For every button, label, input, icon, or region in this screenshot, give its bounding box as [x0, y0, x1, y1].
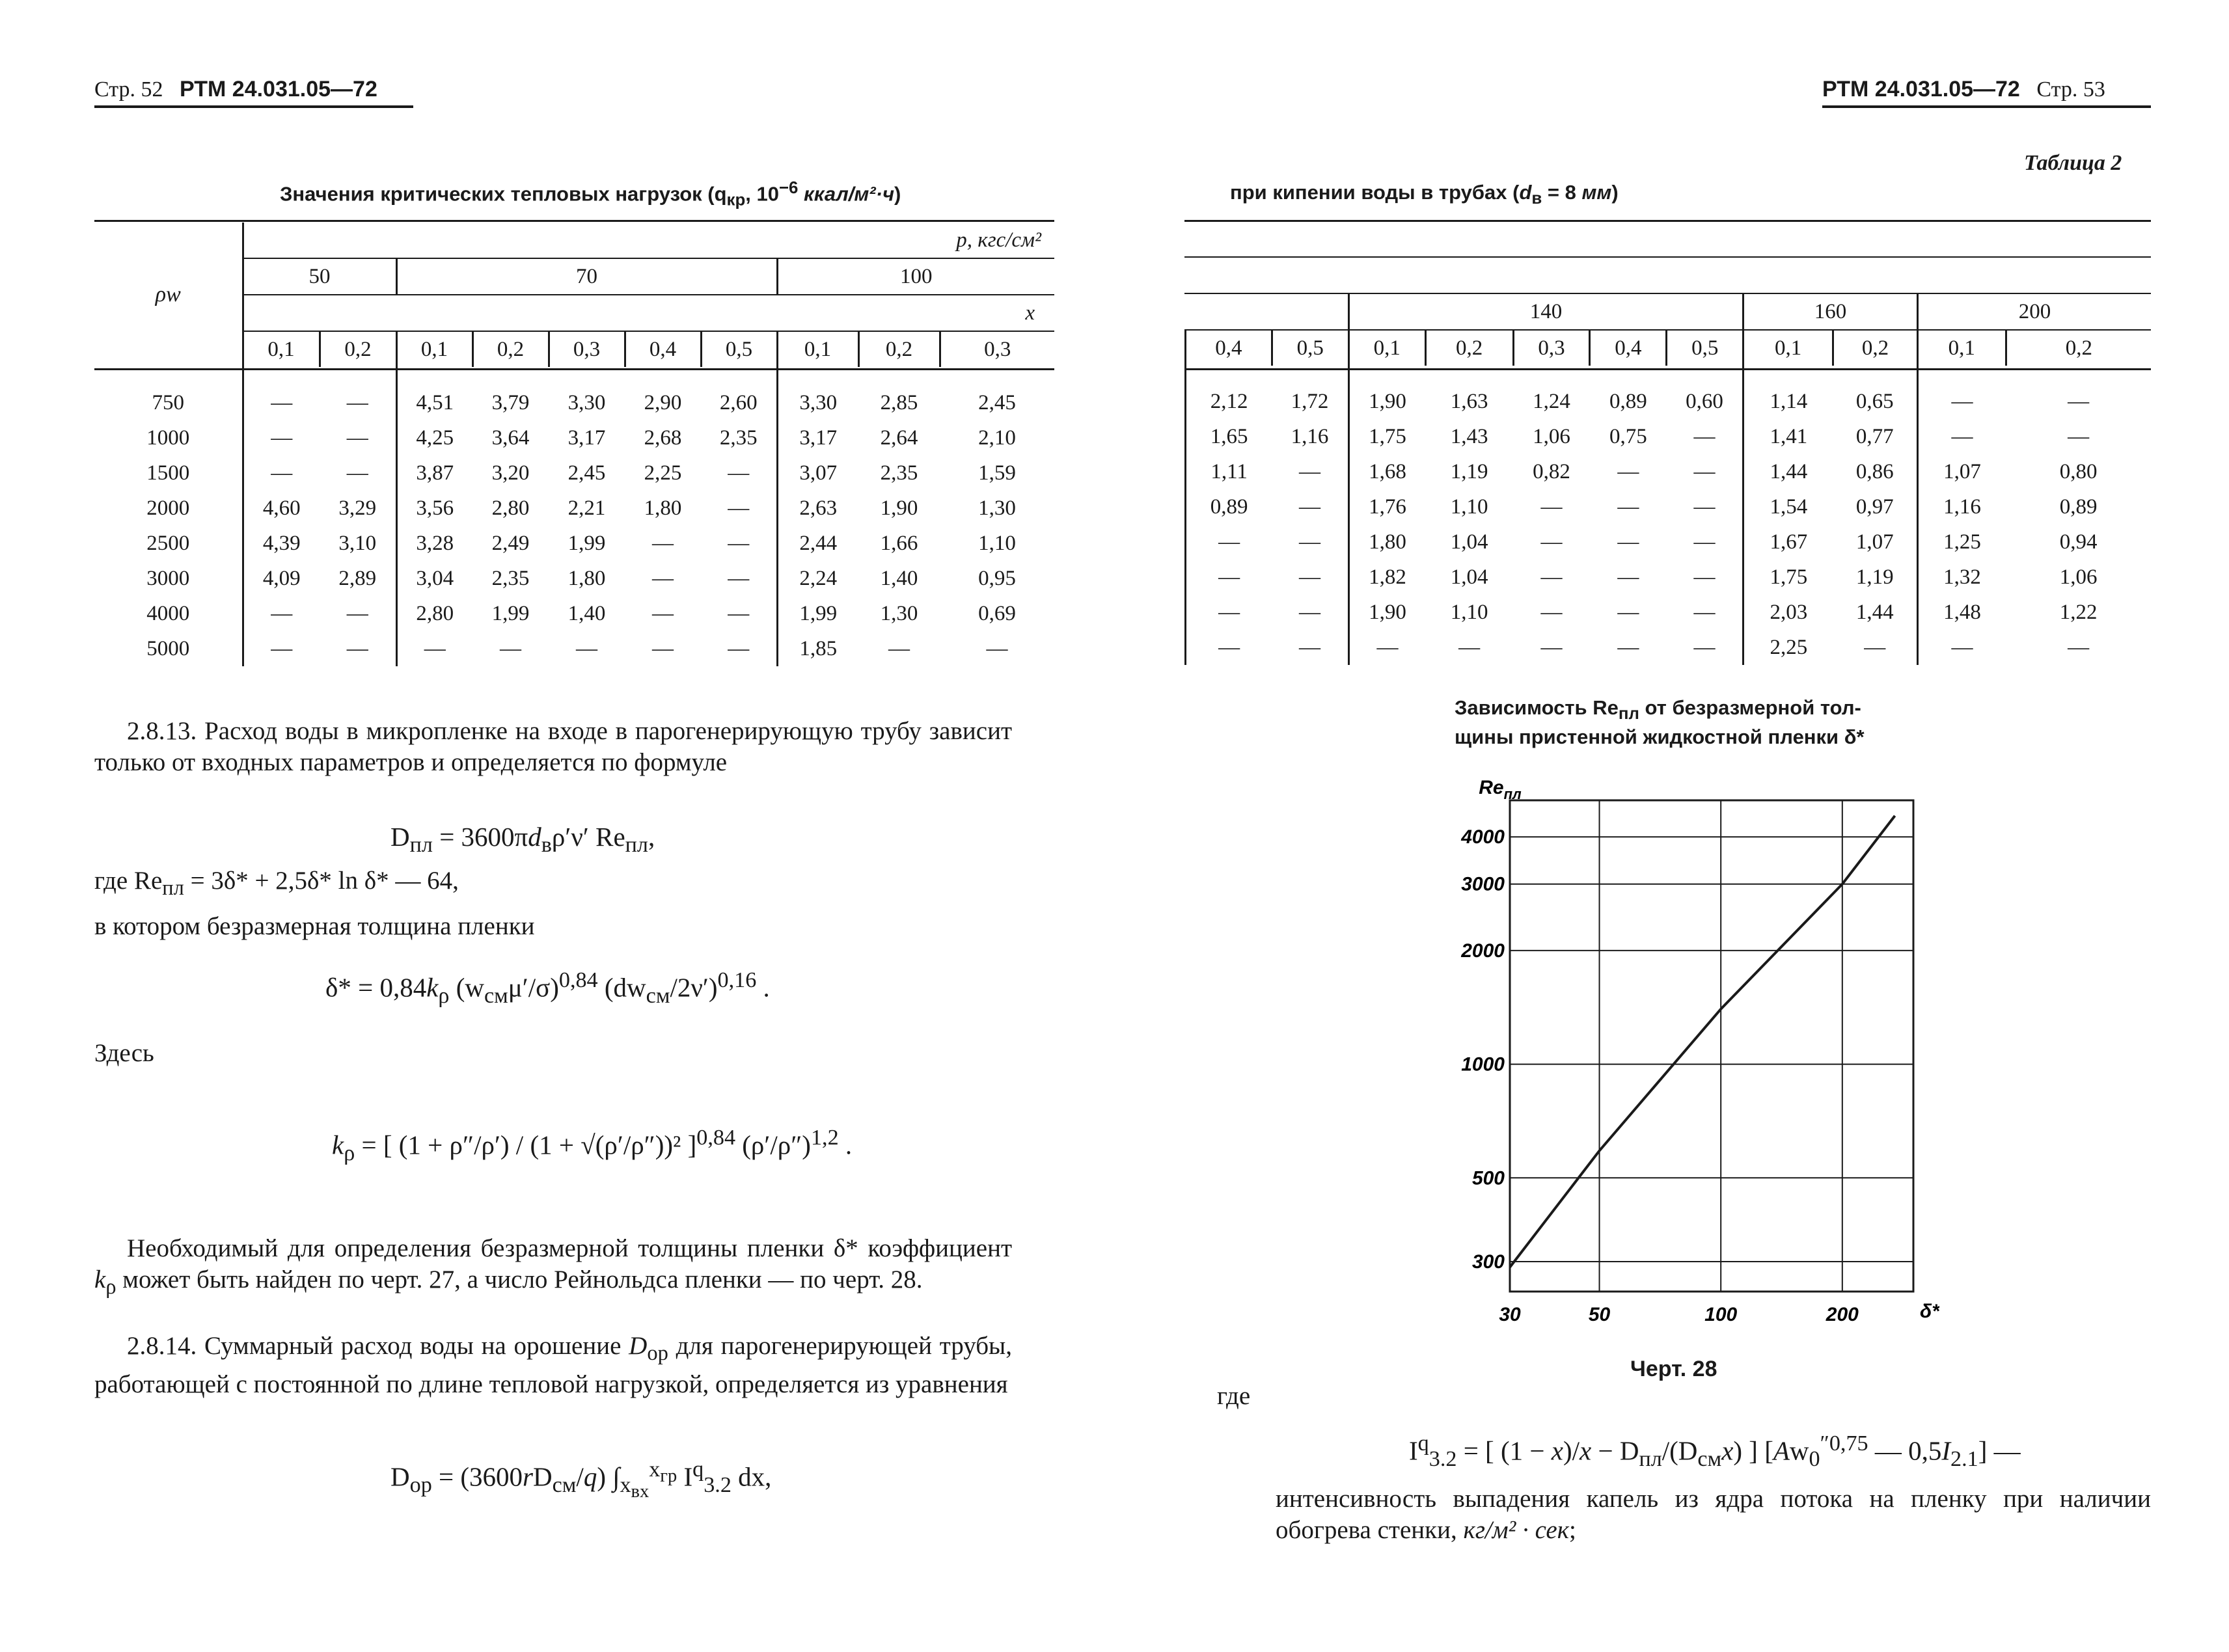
right-cell: —	[1617, 635, 1639, 659]
left-cell: —	[986, 636, 1008, 660]
left-cell: 1,80	[644, 496, 682, 520]
left-cell: 2,63	[777, 491, 858, 526]
right-cell: 1,75	[1744, 560, 1833, 595]
left-cell: 4,51	[396, 367, 472, 420]
right-cell: 0,94	[2059, 530, 2098, 554]
left-cell: —	[728, 636, 750, 660]
left-cell: —	[652, 636, 674, 660]
left-cell: 2,21	[568, 496, 606, 520]
right-cell: 1,07	[1855, 530, 1894, 554]
left-cell: 2,35	[880, 461, 918, 485]
right-page-number: Стр. 53	[2036, 77, 2105, 102]
left-page-header	[94, 77, 377, 102]
left-cell: —	[243, 596, 320, 631]
left-cell: 4,60	[243, 491, 320, 526]
left-cell: 4000	[146, 601, 190, 625]
right-cell: —	[1864, 635, 1886, 659]
right-cell: 1,25	[1917, 524, 2006, 560]
right-cell: 1,54	[1744, 489, 1833, 524]
left-cell: —	[243, 631, 320, 666]
left-cell: 2,35	[491, 566, 530, 590]
right-cell: 1,06	[1533, 424, 1570, 448]
left-cell: —	[728, 566, 750, 590]
left-cell: 3,29	[338, 496, 377, 520]
table-row	[1186, 595, 2152, 630]
right-doc-number: РТМ 24.031.05—72	[1822, 77, 2020, 102]
left-cell: 1,40	[568, 601, 606, 625]
left-cell: 2000	[146, 496, 190, 520]
left-cell: 2,90	[644, 390, 682, 414]
chart-caption: Черт. 28	[1630, 1357, 1717, 1381]
right-cell: —	[1540, 635, 1563, 659]
left-cell: —	[243, 367, 320, 420]
left-cell: —	[728, 531, 750, 555]
pressure-50: 50	[243, 258, 396, 295]
right-cell: —	[1917, 366, 2006, 419]
right-x-6: 0,5	[1667, 330, 1744, 366]
right-cell: 1,16	[1917, 489, 2006, 524]
right-x-1: 0,5	[1272, 330, 1348, 366]
left-x-3: 0,2	[472, 331, 549, 367]
table-row	[1186, 366, 2152, 419]
right-cell: —	[1186, 524, 1272, 560]
right-cell: 1,11	[1186, 454, 1272, 489]
right-x-3: 0,2	[1425, 330, 1513, 366]
right-cell: —	[1299, 459, 1321, 483]
right-cell: 1,76	[1348, 489, 1425, 524]
left-cell: 2,24	[777, 561, 858, 596]
right-cell: 1,22	[2059, 600, 2098, 624]
right-x-9: 0,1	[1917, 330, 2006, 366]
right-cell: —	[1186, 560, 1272, 595]
right-cell: —	[1917, 419, 2006, 454]
right-cell: 1,63	[1450, 389, 1488, 413]
left-cell: 2,45	[978, 390, 1016, 414]
left-cell: —	[652, 601, 674, 625]
left-cell: 3,10	[338, 531, 377, 555]
left-x-6: 0,5	[701, 331, 777, 367]
right-cell: —	[1617, 494, 1639, 519]
left-header-underline	[94, 105, 413, 108]
right-cell: 1,48	[1917, 595, 2006, 630]
left-cell: 3,87	[396, 455, 472, 491]
left-cell: 1,80	[568, 566, 606, 590]
x-axis-title: δ*	[1920, 1301, 1939, 1322]
left-cell: 1,99	[568, 531, 606, 555]
x-tick-label: 30	[1499, 1304, 1521, 1325]
table-row	[1186, 454, 2152, 489]
right-cell: 1,32	[1917, 560, 2006, 595]
left-cell: 3,07	[777, 455, 858, 491]
right-cell: 0,89	[2059, 494, 2098, 519]
table-row	[94, 561, 1054, 596]
left-cell: 4,09	[243, 561, 320, 596]
left-cell: —	[652, 566, 674, 590]
table-row	[94, 455, 1054, 491]
left-cell: 3,28	[396, 526, 472, 561]
chart-title-line-1: Зависимость $Re_{пл}$ от безразмерной тол-	[1455, 696, 1861, 724]
right-cell: —	[2068, 635, 2090, 659]
left-cell: 750	[152, 390, 184, 414]
left-cell: —	[888, 636, 910, 660]
pressure-140: 140	[1348, 294, 1743, 330]
left-x-9: 0,3	[940, 331, 1054, 367]
right-cell: —	[1693, 494, 1716, 519]
left-cell: 1000	[146, 426, 190, 450]
left-cell: 1,59	[978, 461, 1016, 485]
right-x-0: 0,4	[1186, 330, 1272, 366]
right-cell: —	[1693, 565, 1716, 589]
right-cell: —	[1186, 630, 1272, 665]
right-cell: —	[1458, 635, 1481, 659]
formula-i32: $I^q_{3.2}$ = [ $(1 - x)/x - D_{пл}/(D_{см}x)$ ] [$Aw_0^{''0,75}$ — $0,5I_{2.1}$] —	[1409, 1431, 2021, 1471]
right-cell: 0,65	[1855, 389, 1894, 413]
plot-frame	[1510, 800, 1913, 1292]
right-cell: 1,14	[1744, 366, 1833, 419]
right-cell: 0,89	[1609, 389, 1647, 413]
left-cell: 0,95	[978, 566, 1016, 590]
right-cell: —	[1693, 530, 1716, 554]
left-cell: 1,99	[777, 596, 858, 631]
left-cell: —	[500, 636, 521, 660]
x-tick-label: 200	[1826, 1304, 1859, 1325]
right-cell: —	[1693, 424, 1716, 448]
gde-label: где	[1217, 1382, 1251, 1410]
left-cell: —	[346, 390, 368, 414]
pressure-200: 200	[1917, 294, 2151, 330]
formula-krho: $k_\rho$ = [ (1 + ρ″/ρ′) / (1 + √(ρ′/ρ″))² ]$^{0,84}$ $(\rho'/\rho'')^{1,2}$ .	[332, 1126, 853, 1165]
right-cell: —	[1348, 630, 1425, 665]
right-x-8: 0,2	[1833, 330, 1918, 366]
left-rowhead: ρw	[155, 282, 181, 306]
intensity-text: интенсивность выпадения капель из ядра потока на пленку при наличии обогрева стенки, кг/м² · сек;	[1276, 1485, 2151, 1544]
table-number-label: Таблица 2	[2024, 151, 2122, 175]
right-cell: —	[1617, 600, 1639, 624]
table-row	[94, 526, 1054, 561]
right-cell: —	[1299, 530, 1321, 554]
right-x-4: 0,3	[1513, 330, 1590, 366]
right-cell: —	[1617, 565, 1639, 589]
paragraph-needed: Необходимый для определения безразмерной толщины пленки δ* коэффициент $k_\rho$ может быть найден по черт. 27, а число Рейнольдса пленки — по черт. 28.	[94, 1234, 1012, 1299]
right-cell: 1,67	[1744, 524, 1833, 560]
y-tick-label: 1000	[1461, 1053, 1505, 1076]
left-cell: —	[728, 461, 750, 485]
formula-dor: $D_{ор} = (3600rD_{см}/q)$ $\int_{x_{вх}}^{x_{гр}}$ $I^q_{3.2}$ dx,	[390, 1457, 772, 1502]
y-tick-label: 4000	[1461, 826, 1505, 848]
left-cell: 1,30	[880, 601, 918, 625]
left-cell: 2,80	[491, 496, 530, 520]
left-cell: —	[243, 420, 320, 455]
table-row	[94, 367, 1054, 420]
y-tick-label: 500	[1471, 1167, 1505, 1189]
left-cell: 4,25	[396, 420, 472, 455]
right-cell: 1,19	[1450, 459, 1488, 483]
right-cell: 2,03	[1744, 595, 1833, 630]
table-row	[1186, 489, 2152, 524]
where-thickness: в котором безразмерная толщина пленки	[94, 912, 535, 940]
left-data-table	[94, 223, 1054, 666]
right-cell: —	[1540, 600, 1563, 624]
table-row	[94, 491, 1054, 526]
left-cell: 5000	[146, 636, 190, 660]
pressure-label: p, кгс/см²	[243, 223, 1054, 258]
right-cell: —	[2068, 389, 2090, 413]
right-cell: 1,04	[1450, 530, 1488, 554]
right-cell: —	[1299, 494, 1321, 519]
formula-delta: $\delta* = 0,84k_\rho$ $(w_{см}\mu'/\sigma)^{0,84}$ $(dw_{см}/2\nu')^{0,16}$ .	[325, 968, 770, 1008]
left-cell: 2,64	[880, 426, 918, 450]
left-cell: 2,60	[719, 390, 758, 414]
left-x-0: 0,1	[243, 331, 320, 367]
right-cell: —	[1299, 565, 1321, 589]
y-tick-label: 2000	[1461, 940, 1505, 962]
left-cell: 3,20	[491, 461, 530, 485]
left-cell: —	[652, 531, 674, 555]
left-x-1: 0,2	[320, 331, 396, 367]
right-cell: —	[1186, 595, 1272, 630]
left-cell: 2,85	[880, 390, 918, 414]
x-tick-label: 50	[1588, 1304, 1611, 1325]
right-cell: 1,10	[1450, 600, 1488, 624]
left-cell: 1500	[146, 461, 190, 485]
right-cell: —	[1540, 494, 1563, 519]
right-cell: 1,68	[1348, 454, 1425, 489]
right-cell: 1,65	[1186, 419, 1272, 454]
left-cell: —	[346, 426, 368, 450]
right-cell: 1,90	[1348, 366, 1425, 419]
left-cell: —	[576, 636, 597, 660]
right-cell: 0,82	[1533, 459, 1570, 483]
left-cell: —	[346, 461, 368, 485]
left-cell: 1,66	[880, 531, 918, 555]
left-cell: 1,90	[880, 496, 918, 520]
right-cell: 1,41	[1744, 419, 1833, 454]
right-cell: —	[1617, 459, 1639, 483]
right-cell: —	[1540, 530, 1563, 554]
left-cell: 3,17	[777, 420, 858, 455]
here-label: Здесь	[94, 1039, 154, 1067]
table-row	[94, 420, 1054, 455]
right-cell: 1,80	[1348, 524, 1425, 560]
where-repl: где $Re_{пл} = 3\delta* + 2,5\delta*$ ln δ* — 64,	[94, 867, 459, 900]
right-cell: —	[1693, 600, 1716, 624]
right-cell: 0,89	[1186, 489, 1272, 524]
left-x-8: 0,2	[858, 331, 940, 367]
right-cell: 2,25	[1744, 630, 1833, 665]
x-label: x	[243, 295, 1054, 331]
right-cell: 1,90	[1348, 595, 1425, 630]
left-cell: 3,30	[568, 390, 606, 414]
left-cell: 3,04	[396, 561, 472, 596]
right-cell: —	[1617, 530, 1639, 554]
right-data-table	[1184, 294, 2151, 665]
left-cell: —	[346, 636, 368, 660]
section-2-8-13: 2.8.13. Расход воды в микропленке на входе в парогенерирующую трубу зависит только от входных параметров и определяется по формуле	[94, 717, 1012, 776]
right-cell: 1,04	[1450, 565, 1488, 589]
right-cell: —	[1693, 635, 1716, 659]
left-cell: —	[346, 601, 368, 625]
left-cell: —	[728, 496, 750, 520]
left-cell: 2,25	[644, 461, 682, 485]
right-x-7: 0,1	[1744, 330, 1833, 366]
right-x-10: 0,2	[2006, 330, 2151, 366]
chart-title-line-2: щины пристенной жидкостной пленки δ*	[1455, 725, 1865, 748]
right-cell: 0,97	[1855, 494, 1894, 519]
right-cell: 2,12	[1186, 366, 1272, 419]
right-cell: 0,60	[1686, 389, 1723, 413]
left-cell: 3,64	[491, 426, 530, 450]
left-x-4: 0,3	[549, 331, 625, 367]
left-cell: 2,44	[777, 526, 858, 561]
left-cell: 2500	[146, 531, 190, 555]
pressure-70: 70	[396, 258, 777, 295]
right-cell: 1,44	[1744, 454, 1833, 489]
right-cell: 1,16	[1291, 424, 1329, 448]
left-cell: 2,89	[338, 566, 377, 590]
left-cell: 2,35	[719, 426, 758, 450]
left-cell: 2,45	[568, 461, 606, 485]
left-page-number: Стр. 52	[94, 77, 163, 102]
right-cell: 1,07	[1917, 454, 2006, 489]
left-cell: 3,79	[491, 390, 530, 414]
right-cell: 1,10	[1450, 494, 1488, 519]
left-cell: 1,99	[491, 601, 530, 625]
x-tick-label: 100	[1704, 1304, 1738, 1325]
right-cell: 0,86	[1855, 459, 1894, 483]
right-header-underline	[1822, 105, 2151, 108]
left-cell: 1,85	[777, 631, 858, 666]
pressure-160: 160	[1744, 294, 1918, 330]
left-x-7: 0,1	[777, 331, 858, 367]
right-cell: 0,80	[2059, 459, 2098, 483]
right-cell: —	[1540, 565, 1563, 589]
left-cell: 2,68	[644, 426, 682, 450]
left-table-top-rule	[94, 220, 1054, 222]
right-cell: 1,75	[1348, 419, 1425, 454]
left-cell: 2,80	[396, 596, 472, 631]
left-cell: 1,30	[978, 496, 1016, 520]
table-row	[94, 596, 1054, 631]
table-row	[1186, 630, 2152, 665]
left-x-2: 0,1	[396, 331, 472, 367]
left-cell: 1,40	[880, 566, 918, 590]
left-cell: —	[396, 631, 472, 666]
pressure-100: 100	[777, 258, 1054, 295]
right-cell: —	[1299, 600, 1321, 624]
right-table-caption: при кипении воды в трубах ($d_в = 8$ мм)	[1230, 181, 1619, 208]
right-x-2: 0,1	[1348, 330, 1425, 366]
left-cell: 1,10	[978, 531, 1016, 555]
right-cell: 1,82	[1348, 560, 1425, 595]
right-cell: 1,19	[1855, 565, 1894, 589]
y-tick-label: 300	[1471, 1251, 1505, 1273]
right-x-5: 0,4	[1590, 330, 1667, 366]
left-cell: 3000	[146, 566, 190, 590]
right-cell: —	[1299, 635, 1321, 659]
left-cell: —	[728, 601, 750, 625]
right-cell: 1,43	[1450, 424, 1488, 448]
left-cell: 0,69	[978, 601, 1016, 625]
right-cell: 1,24	[1533, 389, 1570, 413]
right-page-header	[1822, 77, 2105, 102]
re-vs-delta-chart	[1419, 765, 1939, 1350]
right-cell: —	[1917, 630, 2006, 665]
right-cell: 1,06	[2059, 565, 2098, 589]
table-row	[1186, 560, 2152, 595]
table-row	[1186, 419, 2152, 454]
right-table-top-rule	[1184, 220, 2151, 222]
section-2-8-14: 2.8.14. Суммарный расход воды на орошение $D_{ор}$ для парогенерирующей трубы, работающей с постоянной по длине тепловой нагрузкой, определяется из уравнения	[94, 1332, 1012, 1398]
table-row	[1186, 524, 2152, 560]
left-table-caption: Значения критических тепловых нагрузок ($q_{кр}$, $10^{-6}$ ккал/м²·ч)	[280, 179, 901, 210]
left-x-5: 0,4	[625, 331, 701, 367]
formula-dpl: $D_{пл} = 3600\pi d_в\rho'\nu'$ $Re_{пл}$,	[390, 822, 655, 858]
left-cell: 3,17	[568, 426, 606, 450]
left-cell: 3,30	[777, 367, 858, 420]
right-cell: 0,77	[1855, 424, 1894, 448]
right-cell: 1,44	[1855, 600, 1894, 624]
left-cell: 4,39	[243, 526, 320, 561]
right-cell: —	[2068, 424, 2090, 448]
y-axis-title: $Re_{пл}$	[1479, 777, 1522, 802]
y-tick-label: 3000	[1461, 873, 1505, 895]
left-cell: 2,10	[978, 426, 1016, 450]
left-doc-number: РТМ 24.031.05—72	[180, 77, 377, 102]
table-row	[94, 631, 1054, 666]
left-cell: —	[243, 455, 320, 491]
left-cell: 2,49	[491, 531, 530, 555]
right-cell: 0,75	[1609, 424, 1647, 448]
left-cell: 3,56	[396, 491, 472, 526]
right-cell: —	[1693, 459, 1716, 483]
right-cell: 1,72	[1291, 389, 1329, 413]
right-table-rule-2	[1184, 256, 2151, 258]
